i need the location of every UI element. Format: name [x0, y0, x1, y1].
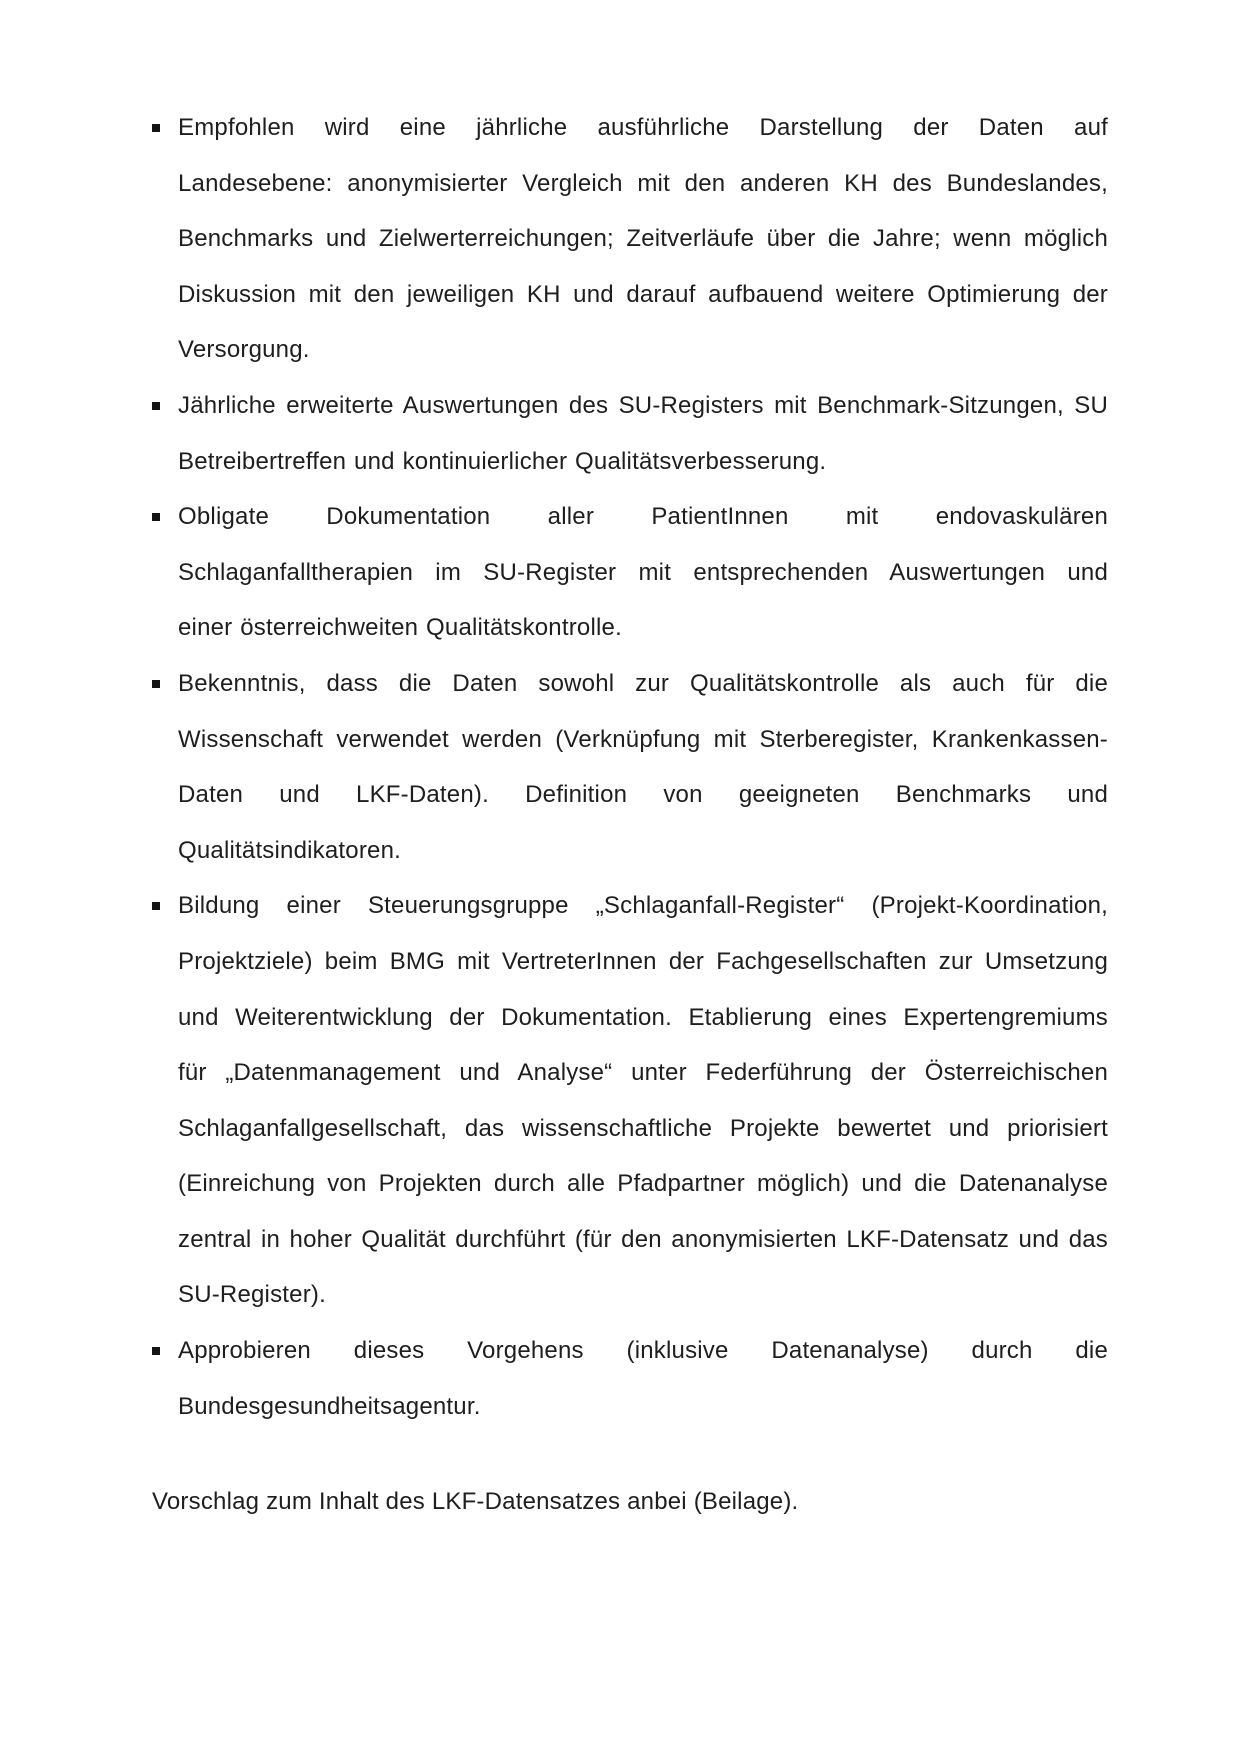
- bullet-lines: [178, 100, 1108, 378]
- text-line: Schlaganfallgesellschaft, das wissenschaftliche Projekte bewertet und priorisiert: [178, 1114, 1108, 1142]
- text-line: Empfohlen wird eine jährliche ausführliche Darstellung der Daten auf: [178, 114, 1108, 141]
- bullet-square-icon: [152, 124, 160, 132]
- bullet-item: [178, 100, 1108, 378]
- bullet-square-icon: [152, 680, 160, 688]
- text-line: für „Datenmanagement und Analyse“ unter Federführung der Österreichischen: [178, 1059, 1108, 1087]
- text-line: Versorgung.: [178, 336, 310, 364]
- bullet-lines: [178, 378, 1108, 489]
- text-line: Daten und LKF-Daten). Definition von geeigneten Benchmarks und: [178, 781, 1108, 809]
- bullet-lines: [178, 878, 1108, 1323]
- bullet-lines: [178, 656, 1108, 878]
- text-line: Bekenntnis, dass die Daten sowohl zur Qualitätskontrolle als auch für die: [178, 669, 1108, 697]
- text-line: zentral in hoher Qualität durchführt (für den anonymisierten LKF-Datensatz und das: [178, 1225, 1108, 1253]
- bullet-square-icon: [152, 402, 160, 410]
- text-line: einer österreichweiten Qualitätskontrolle.: [178, 614, 622, 642]
- text-line: Bundesgesundheitsagentur.: [178, 1392, 481, 1420]
- text-line: Wissenschaft verwendet werden (Verknüpfung mit Sterberegister, Krankenkassen-: [178, 725, 1108, 753]
- text-line: Obligate Dokumentation aller PatientInnen mit endovaskulären: [178, 503, 1108, 531]
- text-line: SU-Register).: [178, 1281, 326, 1309]
- bullet-item: [178, 378, 1108, 489]
- bullet-lines: [178, 1323, 1108, 1434]
- bullet-square-icon: [152, 1347, 160, 1355]
- bullet-lines: [178, 489, 1108, 656]
- bullet-item: [178, 878, 1108, 1323]
- bullet-square-icon: [152, 513, 160, 521]
- text-line: Schlaganfalltherapien im SU-Register mit entsprechenden Auswertungen und: [178, 558, 1108, 586]
- page-content: [152, 100, 1108, 1530]
- bullet-item: [178, 1323, 1108, 1434]
- bullet-list: [152, 100, 1108, 1434]
- text-line: Betreibertreffen und kontinuierlicher Qualitätsverbesserung.: [178, 447, 827, 475]
- text-line: Jährliche erweiterte Auswertungen des SU-Registers mit Benchmark-Sitzungen, SU: [178, 391, 1108, 419]
- text-line: und Weiterentwicklung der Dokumentation. Etablierung eines Expertengremiums: [178, 1003, 1108, 1031]
- text-line: Bildung einer Steuerungsgruppe „Schlaganfall-Register“ (Projekt-Koordination,: [178, 892, 1108, 920]
- text-line: (Einreichung von Projekten durch alle Pfadpartner möglich) und die Datenanalyse: [178, 1170, 1108, 1198]
- text-line: Approbieren dieses Vorgehens (inklusive Datenanalyse) durch die: [178, 1337, 1108, 1365]
- closing-paragraph: Vorschlag zum Inhalt des LKF-Datensatzes anbei (Beilage).: [152, 1488, 799, 1516]
- text-line: Diskussion mit den jeweiligen KH und darauf aufbauend weitere Optimierung der: [178, 280, 1108, 308]
- bullet-item: [178, 656, 1108, 878]
- text-line: Projektziele) beim BMG mit VertreterInnen der Fachgesellschaften zur Umsetzung: [178, 947, 1108, 975]
- bullet-square-icon: [152, 902, 160, 910]
- text-line: Qualitätsindikatoren.: [178, 836, 401, 864]
- text-line: Landesebene: anonymisierter Vergleich mit den anderen KH des Bundeslandes,: [178, 169, 1108, 197]
- text-line: Benchmarks und Zielwerterreichungen; Zeitverläufe über die Jahre; wenn möglich: [178, 225, 1108, 253]
- bullet-item: [178, 489, 1108, 656]
